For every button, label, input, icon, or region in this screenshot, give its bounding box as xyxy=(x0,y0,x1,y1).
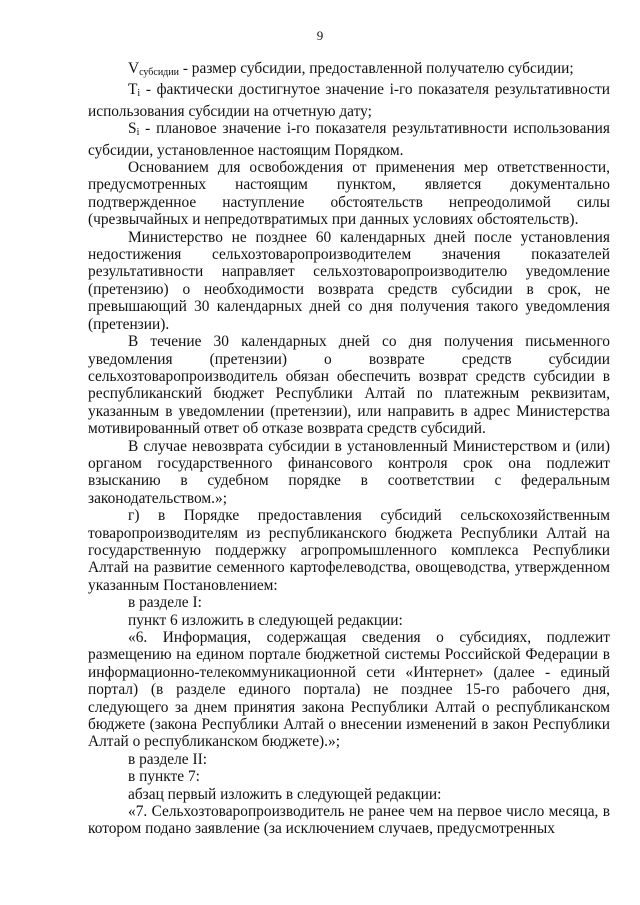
paragraph-actual-value xyxy=(88,81,610,120)
symbol-s: S xyxy=(128,120,137,138)
paragraph-notification: Министерство не позднее 60 календарных дней после установления недостижения сельхозтоваропроизводителем значения показателей результативности направляет сельхозтоваропроизводителю уведомление (претензию) о необходимости возврата средств субсидии в срок, не превышающий 30 календарных дней со дня получения такого уведомления (претензии). xyxy=(88,228,610,333)
paragraph-text: - размер субсидии, предоставленной получателю субсидии; xyxy=(178,60,574,77)
paragraph-point-6: пункт 6 изложить в следующей редакции: xyxy=(128,611,403,629)
paragraph-section-2: в разделе II: xyxy=(128,750,207,768)
paragraph-refund-term: В течение 30 календарных дней со дня получения письменного уведомления (претензии) о возврате средств субсидии сельхозтоваропроизводитель обязан обеспечить возврат средств субсидии в республиканский бюджет Республики Алтай по платежным реквизитам, указанным в уведомлении (претензии), или направить в адрес Министерства мотивированный ответ об отказе возврата средств субсидий. xyxy=(88,333,610,438)
paragraph-non-return: В случае невозврата субсидии в установленный Министерством и (или) органом государственного финансового контроля срок она подлежит взысканию в судебном порядке в соответствии с федеральным законодательством.»; xyxy=(88,437,610,507)
paragraph-force-majeure: Основанием для освобождения от применения мер ответственности, предусмотренных настоящим пунктом, является документально подтвержденное наступление обстоятельств непреодолимой силы (чрезвычайных и непредотвратимых при данных условиях обстоятельств). xyxy=(88,159,610,229)
subscript-i: i xyxy=(137,88,141,100)
paragraph-item-g: г) в Порядке предоставления субсидий сельскохозяйственным товаропроизводителям из республиканского бюджета Республики Алтай на государственную поддержку агропромышленного комплекса Республики Алтай на развитие семенного картофелеводства, овощеводства, утвержденном указанным Постановлением: xyxy=(88,507,610,594)
page-number: 9 xyxy=(316,28,324,43)
subscript-subsidy: субсидии xyxy=(139,67,179,78)
paragraph-section-1: в разделе I: xyxy=(128,594,202,612)
paragraph-subsidy-size xyxy=(88,60,610,81)
symbol-v: V xyxy=(128,60,140,77)
document-body xyxy=(88,60,610,838)
paragraph-point-7: в пункте 7: xyxy=(128,768,200,786)
paragraph-first-abstract: абзац первый изложить в следующей редакции: xyxy=(128,785,442,803)
paragraph-text: - плановое значение i-го показателя результативности использования субсидии, установленное настоящим Порядком. xyxy=(88,120,610,159)
subscript-i: i xyxy=(136,127,140,139)
paragraph-point-6-text: «6. Информация, содержащая сведения о субсидиях, подлежит размещению на едином портале бюджетной системы Российской Федерации в информационно-телекоммуникационной сети «Интернет» (далее - единый портал) (в разделе единого портала) не позднее 15-го рабочего дня, следующего за днем принятия закона Республики Алтай о республиканском бюджете (закона Республики Алтай о внесении изменений в закон Республики Алтай о республиканском бюджете).»; xyxy=(88,629,610,751)
symbol-t: T xyxy=(128,81,138,99)
paragraph-text: - фактически достигнутое значение i-го показателя результативности использования субсидии на отчетную дату; xyxy=(88,81,610,120)
paragraph-planned-value xyxy=(88,120,610,159)
paragraph-point-7-text: «7. Сельхозтоваропроизводитель не ранее чем на первое число месяца, в котором подано заявление (за исключением случаев, предусмотренных xyxy=(88,803,610,838)
